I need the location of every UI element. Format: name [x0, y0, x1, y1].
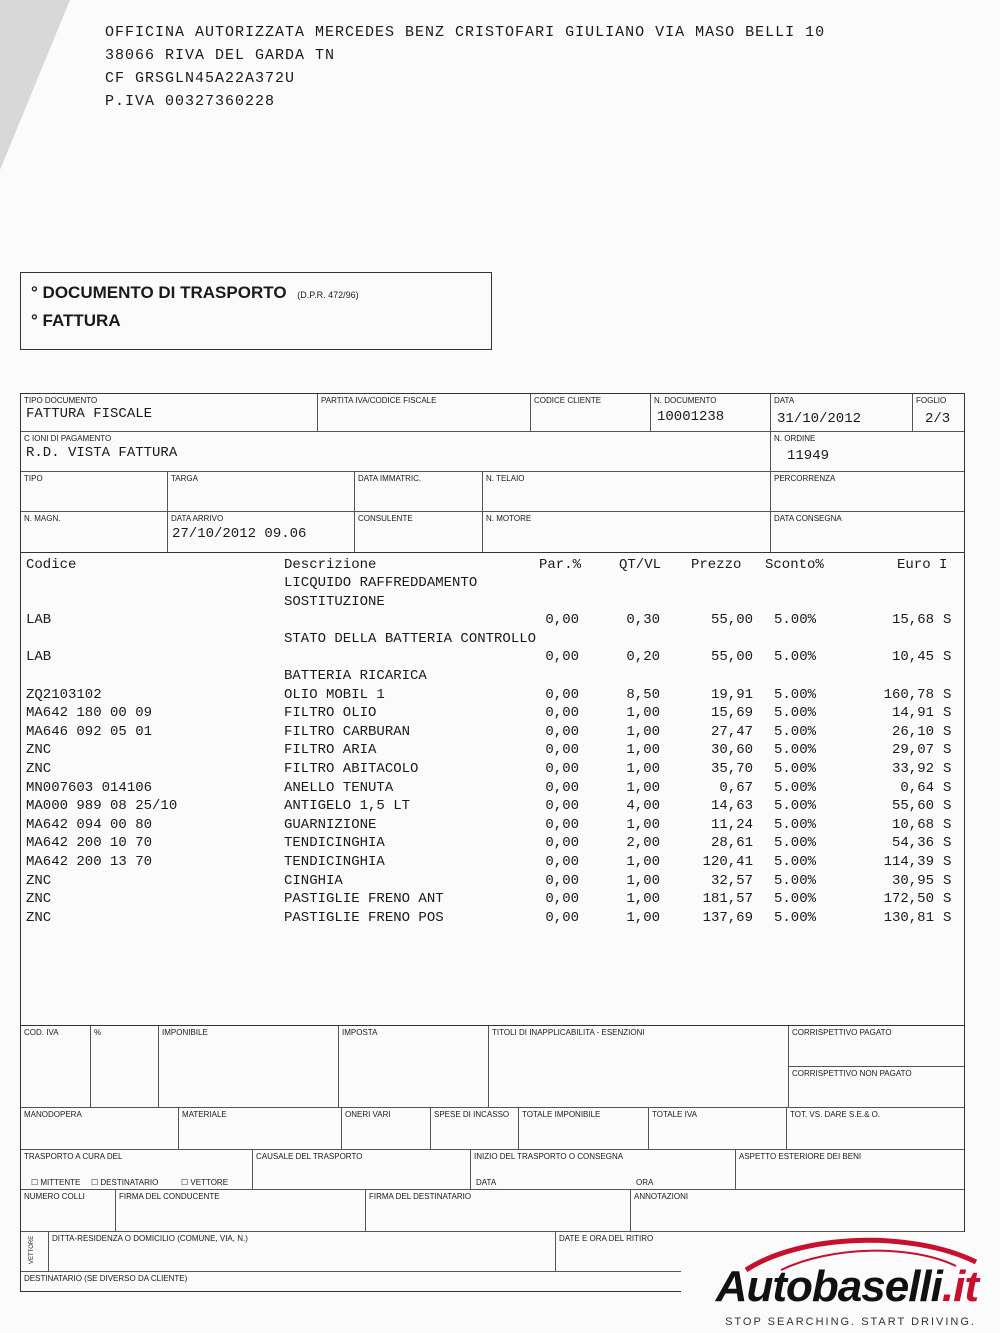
cell-sconto: 5.00%	[774, 872, 817, 889]
condizioni-value: R.D. VISTA FATTURA	[26, 445, 178, 461]
cell-par: 0,00	[545, 854, 579, 870]
document-type-box	[20, 272, 492, 350]
table-row	[21, 594, 964, 612]
label: N. MOTORE	[486, 514, 532, 523]
cell-qt: 2,00	[626, 835, 660, 852]
cell-data	[771, 394, 913, 432]
cell-prezzo: 27,47	[710, 723, 753, 740]
cell-prezzo: 55,00	[710, 612, 753, 629]
folded-corner	[0, 0, 70, 170]
cell-descrizione: OLIO MOBIL 1	[284, 686, 385, 703]
cell-sconto: 5.00%	[774, 798, 817, 815]
cell-qt: 1,00	[626, 705, 660, 722]
cell-prezzo: 55,00	[710, 649, 753, 666]
issuer-line-1: OFFICINA AUTORIZZATA MERCEDES BENZ CRISTOFARI GIULIANO VIA MASO BELLI 10	[105, 24, 826, 41]
cell-percorrenza	[771, 472, 964, 512]
cell-sconto: 5.00%	[774, 816, 817, 833]
cell-descrizione: FILTRO CARBURAN	[284, 723, 411, 740]
cell-ditta-residenza	[49, 1232, 556, 1272]
tipo-documento-value: FATTURA FISCALE	[26, 406, 153, 422]
cell-iva: S	[943, 835, 952, 852]
col-header-par: Par.%	[539, 557, 582, 573]
bullet: °	[31, 311, 38, 330]
foglio-value: 2/3	[925, 411, 951, 427]
cell-descrizione: TENDICINGHIA	[284, 835, 385, 852]
cell-prezzo: 181,57	[702, 891, 753, 908]
label: CONSULENTE	[358, 514, 413, 523]
cell-data-arrivo	[168, 512, 355, 552]
cell-aspetto	[736, 1150, 964, 1190]
cell-codice: LAB	[26, 612, 52, 629]
cell-codice: MN007603 014106	[26, 779, 153, 796]
label: TOTALE IMPONIBILE	[522, 1110, 601, 1119]
cell-prezzo: 19,91	[710, 686, 753, 703]
cell-par: 0,00	[545, 649, 579, 666]
cell-codice: MA646 092 05 01	[26, 723, 153, 740]
cell-iva: S	[943, 723, 952, 740]
table-row	[21, 724, 964, 742]
cell-trasporto-cura	[21, 1150, 253, 1190]
label: IMPOSTA	[342, 1028, 378, 1037]
cell-descrizione: BATTERIA RICARICA	[284, 668, 427, 684]
col-header-codice: Codice	[26, 557, 77, 573]
cell-consulente	[355, 512, 483, 552]
cell-iva: S	[943, 779, 952, 796]
cell-descrizione: FILTRO OLIO	[284, 705, 377, 722]
cell-qt: 1,00	[626, 779, 660, 796]
cell-euro: 172,50	[883, 891, 934, 908]
cell-qt: 1,00	[626, 872, 660, 889]
cell-titoli	[489, 1026, 789, 1108]
label: PARTITA IVA/CODICE FISCALE	[321, 396, 437, 405]
table-row	[21, 705, 964, 723]
cell-descrizione: GUARNIZIONE	[284, 816, 377, 833]
label: DATA CONSEGNA	[774, 514, 842, 523]
table-row	[21, 761, 964, 779]
cell-sconto: 5.00%	[774, 612, 817, 629]
cell-n-ordine	[771, 432, 964, 472]
cell-prezzo: 30,60	[710, 742, 753, 759]
cell-qt: 0,30	[626, 612, 660, 629]
cell-qt: 1,00	[626, 909, 660, 926]
label: FOGLIO	[916, 396, 947, 405]
cell-qt: 1,00	[626, 854, 660, 870]
cell-qt: 8,50	[626, 686, 660, 703]
cell-codice: ZNC	[26, 761, 52, 777]
cell-par: 0,00	[545, 909, 579, 926]
cell-euro: 55,60	[891, 798, 934, 815]
cell-iva: S	[943, 891, 952, 908]
cell-descrizione: ANTIGELO 1,5 LT	[284, 798, 411, 815]
cell-par: 0,00	[545, 872, 579, 889]
table-row	[21, 891, 964, 909]
cell-iva: S	[943, 705, 952, 722]
col-header-qt: QT/VL	[619, 557, 662, 573]
cell-iva: S	[943, 909, 952, 926]
cell-iva: S	[943, 816, 952, 833]
cell-materiale	[179, 1108, 342, 1150]
n-documento-value: 10001238	[657, 409, 725, 425]
cell-manodopera	[21, 1108, 179, 1150]
table-row	[21, 631, 964, 649]
checkbox-mittente[interactable]: ☐ MITTENTE	[31, 1178, 81, 1187]
table-row	[21, 668, 964, 686]
cell-qt: 1,00	[626, 761, 660, 777]
label: MANODOPERA	[24, 1110, 82, 1119]
cell-codice: MA642 200 13 70	[26, 854, 153, 870]
cell-prezzo: 14,63	[710, 798, 753, 815]
cell-par: 0,00	[545, 779, 579, 796]
issuer-line-4: P.IVA 00327360228	[105, 93, 276, 110]
table-row	[21, 835, 964, 853]
col-header-sconto: Sconto%	[765, 557, 824, 573]
label: ASPETTO ESTERIORE DEI BENI	[739, 1152, 862, 1161]
cell-descrizione: ANELLO TENUTA	[284, 779, 394, 796]
table-row	[21, 798, 964, 816]
cell-codice: ZNC	[26, 742, 52, 759]
label: IMPONIBILE	[162, 1028, 208, 1037]
cell-qt: 1,00	[626, 723, 660, 740]
cell-foglio	[913, 394, 964, 432]
cell-firma-conducente	[116, 1190, 366, 1232]
cell-sconto: 5.00%	[774, 835, 817, 852]
label: CORRISPETTIVO NON PAGATO	[792, 1069, 912, 1078]
cell-inizio-trasporto	[471, 1150, 736, 1190]
label: TOT. VS. DARE S.E.& O.	[790, 1110, 881, 1119]
cell-par: 0,00	[545, 816, 579, 833]
cell-descrizione: PASTIGLIE FRENO ANT	[284, 891, 444, 908]
cell-prezzo: 137,69	[702, 909, 753, 926]
table-row	[21, 742, 964, 760]
cell-targa	[168, 472, 355, 512]
cell-euro: 15,68	[891, 612, 934, 629]
cell-euro: 30,95	[891, 872, 934, 889]
cell-sconto: 5.00%	[774, 705, 817, 722]
cell-par: 0,00	[545, 761, 579, 777]
label: ANNOTAZIONI	[634, 1192, 689, 1201]
cell-corr-non-pagato	[789, 1067, 964, 1108]
issuer-line-3: CF GRSGLN45A22A372U	[105, 70, 296, 87]
cell-par: 0,00	[545, 705, 579, 722]
cell-totale-imponibile	[519, 1108, 649, 1150]
cell-qt: 1,00	[626, 891, 660, 908]
data-value: 31/10/2012	[777, 411, 862, 427]
cell-prezzo: 15,69	[710, 705, 753, 722]
cell-sconto: 5.00%	[774, 761, 817, 777]
cell-sconto: 5.00%	[774, 854, 817, 870]
cell-par: 0,00	[545, 686, 579, 703]
cell-descrizione: FILTRO ABITACOLO	[284, 761, 419, 777]
label: DATA ARRIVO	[171, 514, 224, 523]
cell-tipo-documento	[21, 394, 318, 432]
label: TARGA	[171, 474, 198, 483]
cell-data-immatric	[355, 472, 483, 512]
table-row	[21, 575, 964, 593]
label: DATA	[774, 396, 795, 405]
doc-type-transport	[31, 283, 359, 303]
label: FIRMA DEL CONDUCENTE	[119, 1192, 220, 1201]
col-header-descrizione: Descrizione	[284, 557, 377, 573]
header-grid	[20, 393, 965, 553]
col-header-euro: Euro I	[897, 557, 948, 573]
checkbox-vettore[interactable]: ☐ VETTORE	[181, 1178, 229, 1187]
table-row	[21, 910, 964, 928]
cell-par: 0,00	[545, 612, 579, 629]
cell-codice: LAB	[26, 649, 52, 666]
cell-codice: MA000 989 08 25/10	[26, 798, 178, 815]
cell-vettore-side	[21, 1232, 49, 1272]
cell-codice: MA642 200 10 70	[26, 835, 153, 852]
cell-euro: 26,10	[891, 723, 934, 740]
brand-main: Autobaselli	[715, 1262, 942, 1311]
cell-tot-vs-dare	[787, 1108, 964, 1150]
cell-par: 0,00	[545, 835, 579, 852]
cell-euro: 14,91	[891, 705, 934, 722]
cell-n-telaio	[483, 472, 771, 512]
table-row	[21, 854, 964, 872]
cell-imponibile	[159, 1026, 339, 1108]
cell-prezzo: 120,41	[702, 854, 753, 870]
cell-spese-incasso	[431, 1108, 519, 1150]
cell-euro: 54,36	[891, 835, 934, 852]
autobaselli-logo	[681, 1232, 986, 1333]
label: CODICE CLIENTE	[534, 396, 602, 405]
cell-descrizione: FILTRO ARIA	[284, 742, 377, 759]
cell-qt: 0,20	[626, 649, 660, 666]
brand-tld: .it	[941, 1262, 978, 1311]
cell-qt: 1,00	[626, 742, 660, 759]
cell-euro: 114,39	[883, 854, 934, 870]
label: CAUSALE DEL TRASPORTO	[256, 1152, 363, 1161]
data-arrivo-value: 27/10/2012 09.06	[172, 526, 307, 542]
cell-iva: S	[943, 649, 952, 666]
label: DATE E ORA DEL RITIRO	[559, 1234, 654, 1243]
label: TIPO	[24, 474, 43, 483]
table-row	[21, 612, 964, 630]
cell-par: 0,00	[545, 798, 579, 815]
table-row	[21, 649, 964, 667]
cell-n-magn	[21, 512, 168, 552]
label: %	[94, 1028, 102, 1037]
cell-iva: S	[943, 872, 952, 889]
label: C IONI DI PAGAMENTO	[24, 434, 112, 443]
cell-codice: ZQ2103102	[26, 686, 102, 703]
cell-descrizione: PASTIGLIE FRENO POS	[284, 909, 444, 926]
label: SPESE DI INCASSO	[434, 1110, 510, 1119]
cell-par: 0,00	[545, 723, 579, 740]
cell-prezzo: 0,67	[719, 779, 753, 796]
cell-prezzo: 35,70	[710, 761, 753, 777]
col-header-prezzo: Prezzo	[691, 557, 742, 573]
cell-iva: S	[943, 798, 952, 815]
items-table	[20, 551, 965, 1025]
cell-sconto: 5.00%	[774, 723, 817, 740]
label: COD. IVA	[24, 1028, 59, 1037]
cell-sconto: 5.00%	[774, 891, 817, 908]
cell-descrizione: STATO DELLA BATTERIA CONTROLLO	[284, 630, 537, 647]
cell-qt: 1,00	[626, 816, 660, 833]
label: TOTALE IVA	[652, 1110, 697, 1119]
cell-n-documento	[651, 394, 771, 432]
cell-numero-colli	[21, 1190, 116, 1232]
cell-qt: 4,00	[626, 798, 660, 815]
label: N. DOCUMENTO	[654, 396, 717, 405]
cell-euro: 130,81	[883, 909, 934, 926]
checkbox-destinatario[interactable]: ☐ DESTINATARIO	[91, 1178, 159, 1187]
cell-descrizione: LICQUIDO RAFFREDDAMENTO	[284, 575, 478, 591]
cell-iva: S	[943, 742, 952, 759]
table-row	[21, 687, 964, 705]
cell-euro: 29,07	[891, 742, 934, 759]
cell-iva: S	[943, 854, 952, 870]
cell-sconto: 5.00%	[774, 779, 817, 796]
cell-descrizione: SOSTITUZIONE	[284, 593, 385, 610]
cell-partita-iva	[318, 394, 531, 432]
label-ora: ORA	[636, 1178, 654, 1187]
label: MATERIALE	[182, 1110, 227, 1119]
label: ONERI VARI	[345, 1110, 391, 1119]
cell-codice: ZNC	[26, 891, 52, 908]
cell-sconto: 5.00%	[774, 649, 817, 666]
cell-sconto: 5.00%	[774, 686, 817, 703]
doc-type-invoice-label: FATTURA	[42, 311, 121, 330]
brand-text	[716, 1262, 978, 1312]
cell-sconto: 5.00%	[774, 742, 817, 759]
cell-tipo	[21, 472, 168, 512]
cell-annotazioni	[631, 1190, 964, 1232]
cell-codice: ZNC	[26, 909, 52, 926]
label: N. ORDINE	[774, 434, 816, 443]
cell-imposta	[339, 1026, 489, 1108]
cell-sconto: 5.00%	[774, 909, 817, 926]
cell-codice: ZNC	[26, 872, 52, 889]
label: INIZIO DEL TRASPORTO O CONSEGNA	[474, 1152, 624, 1161]
label: TRASPORTO A CURA DEL	[24, 1152, 123, 1161]
cell-euro: 33,92	[891, 761, 934, 777]
cell-causale	[253, 1150, 471, 1190]
table-row	[21, 817, 964, 835]
cell-condizioni-pagamento	[21, 432, 771, 472]
bullet: °	[31, 283, 38, 302]
cell-descrizione: CINGHIA	[284, 872, 343, 889]
cell-n-motore	[483, 512, 771, 552]
n-ordine-value: 11949	[787, 448, 830, 464]
table-row	[21, 780, 964, 798]
cell-cod-iva	[21, 1026, 91, 1108]
cell-prezzo: 11,24	[710, 816, 753, 833]
cell-euro: 0,64	[900, 779, 934, 796]
label: VETTORE	[29, 1235, 35, 1264]
cell-iva: S	[943, 761, 952, 777]
cell-descrizione: TENDICINGHIA	[284, 854, 385, 870]
table-row	[21, 873, 964, 891]
label: N. MAGN.	[24, 514, 61, 523]
label: PERCORRENZA	[774, 474, 836, 483]
label: N. TELAIO	[486, 474, 525, 483]
dpr-note: (D.P.R. 472/96)	[297, 290, 359, 300]
cell-codice-cliente	[531, 394, 651, 432]
cell-euro: 160,78	[883, 686, 934, 703]
doc-type-invoice	[31, 311, 121, 331]
label: TIPO DOCUMENTO	[24, 396, 98, 405]
cell-par: 0,00	[545, 891, 579, 908]
cell-firma-destinatario	[366, 1190, 631, 1232]
cell-iva: S	[943, 686, 952, 703]
cell-prezzo: 32,57	[710, 872, 753, 889]
cell-percent	[91, 1026, 159, 1108]
cell-prezzo: 28,61	[710, 835, 753, 852]
cell-euro: 10,45	[891, 649, 934, 666]
label: DESTINATARIO (SE DIVERSO DA CLIENTE)	[24, 1274, 188, 1283]
label: CORRISPETTIVO PAGATO	[792, 1028, 892, 1037]
issuer-line-2: 38066 RIVA DEL GARDA TN	[105, 47, 336, 64]
cell-totale-iva	[649, 1108, 787, 1150]
cell-corr-pagato	[789, 1026, 964, 1067]
label: FIRMA DEL DESTINATARIO	[369, 1192, 472, 1201]
label: TITOLI DI INAPPLICABILITA - ESENZIONI	[492, 1028, 645, 1037]
label-data: DATA	[476, 1178, 497, 1187]
cell-par: 0,00	[545, 742, 579, 759]
cell-data-consegna	[771, 512, 964, 552]
label: NUMERO COLLI	[24, 1192, 85, 1201]
label: DATA IMMATRIC.	[358, 474, 422, 483]
brand-tagline: STOP SEARCHING. START DRIVING.	[725, 1316, 976, 1328]
cell-codice: MA642 180 00 09	[26, 705, 153, 722]
label: DITTA-RESIDENZA O DOMICILIO (COMUNE, VIA, N.)	[52, 1234, 248, 1243]
doc-type-transport-label: DOCUMENTO DI TRASPORTO	[42, 283, 287, 302]
cell-iva: S	[943, 612, 952, 629]
cell-euro: 10,68	[891, 816, 934, 833]
cell-codice: MA642 094 00 80	[26, 816, 153, 833]
cell-oneri-vari	[342, 1108, 431, 1150]
